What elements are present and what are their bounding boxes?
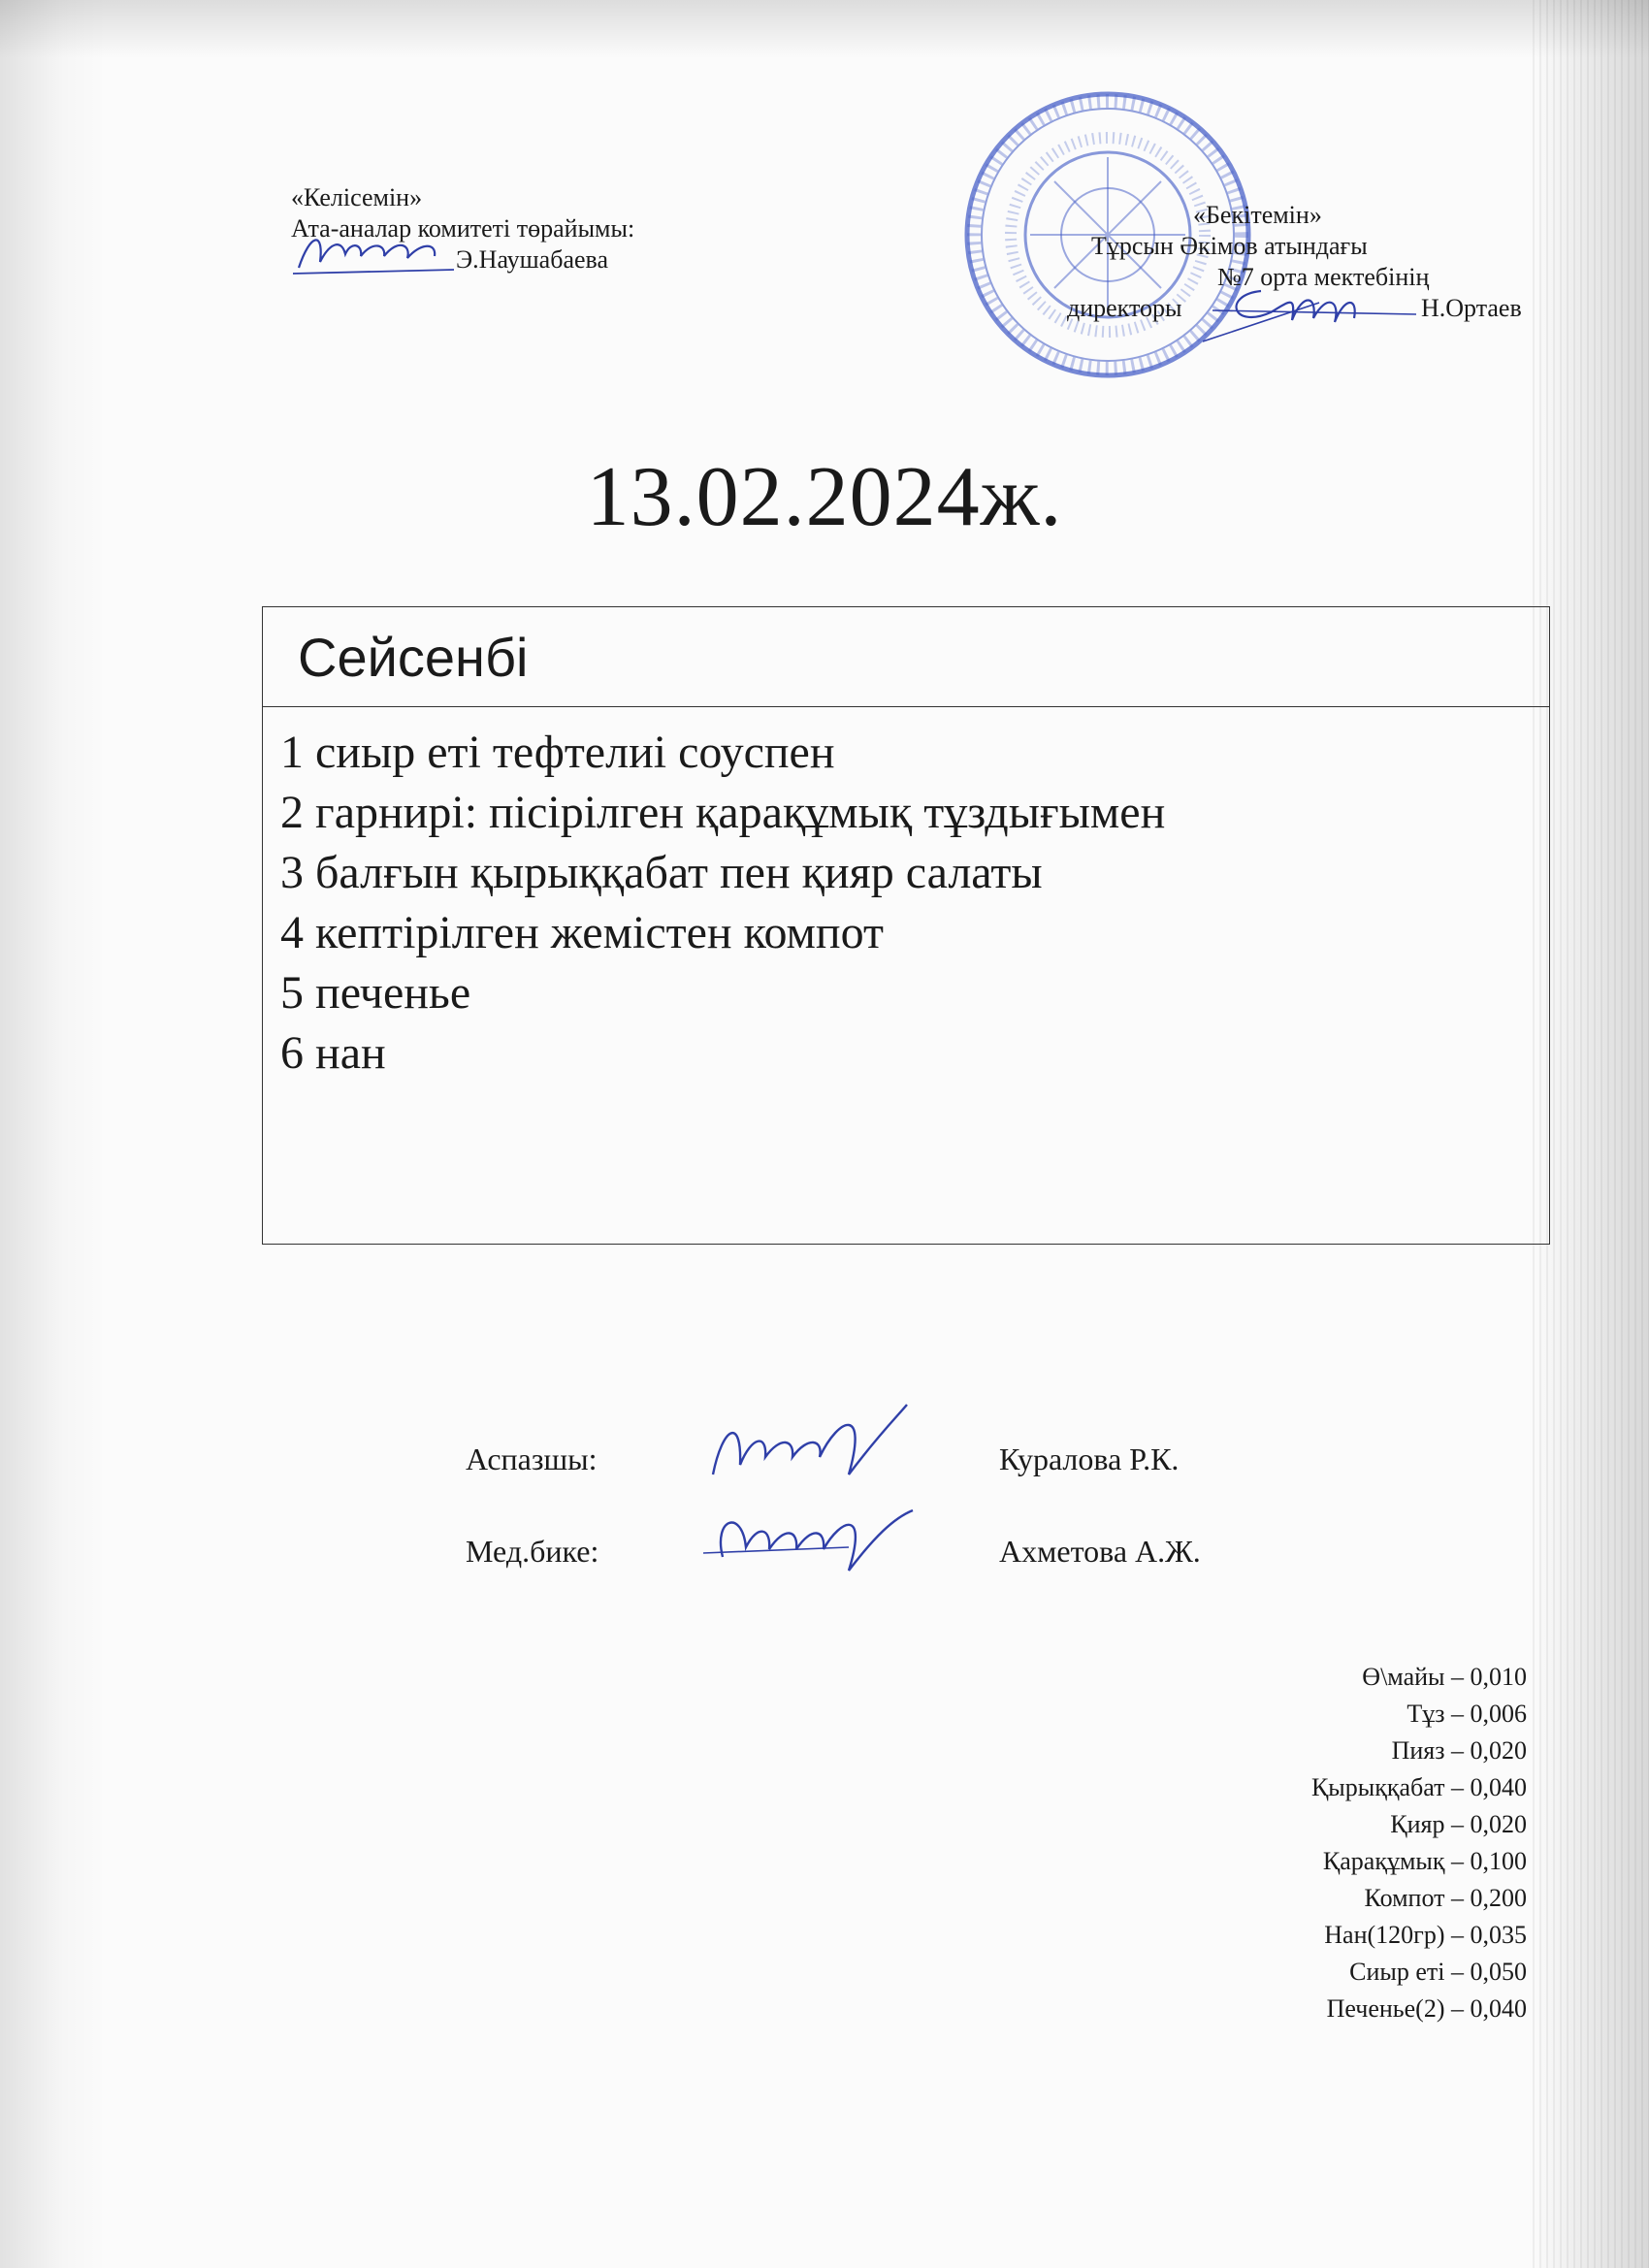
ingredient-item: Тұз – 0,006 bbox=[1406, 1700, 1527, 1728]
menu-item: 6 нан bbox=[280, 1027, 386, 1079]
scan-edge-left bbox=[0, 0, 107, 2268]
menu-item: 2 гарнирі: пісірілген қарақұмық тұздығымен bbox=[280, 787, 1166, 838]
menu-day: Сейсенбі bbox=[263, 607, 1549, 707]
staff-row-nurse bbox=[466, 1534, 1339, 1626]
approval-right bbox=[1067, 200, 1552, 328]
signature-left-icon bbox=[291, 223, 456, 281]
ingredient-item: Печенье(2) – 0,040 bbox=[1326, 1994, 1527, 2023]
menu-item: 1 сиыр еті тефтелиі соуспен bbox=[280, 727, 835, 778]
ingredient-item: Компот – 0,200 bbox=[1364, 1884, 1527, 1912]
staff-role: Мед.бике: bbox=[466, 1534, 599, 1569]
approval-right-role: директоры bbox=[1067, 294, 1182, 322]
menu-item: 4 кептірілген жемістен компот bbox=[280, 907, 884, 958]
ingredient-item: Нан(120гр) – 0,035 bbox=[1324, 1921, 1527, 1949]
ingredient-item: Сиыр еті – 0,050 bbox=[1349, 1958, 1527, 1986]
ingredient-item: Ө\майы – 0,010 bbox=[1362, 1663, 1527, 1691]
approval-right-name: Н.Ортаев bbox=[1421, 294, 1522, 322]
approval-left-position: Ата-аналар комитеті төрайымы: bbox=[291, 214, 635, 243]
signature-cook-icon bbox=[703, 1397, 936, 1494]
ingredient-item: Қияр – 0,020 bbox=[1390, 1810, 1527, 1838]
staff-role: Аспазшы: bbox=[466, 1442, 598, 1476]
menu-items-list bbox=[263, 707, 1549, 1084]
ingredient-item: Пияз – 0,020 bbox=[1391, 1736, 1527, 1765]
approval-right-line2: №7 орта мектебінің bbox=[1217, 263, 1430, 291]
menu-table bbox=[262, 606, 1550, 1245]
staff-name: Ахметова А.Ж. bbox=[999, 1534, 1201, 1569]
approval-right-heading: «Бекітемін» bbox=[1193, 201, 1322, 229]
approval-left bbox=[291, 182, 634, 283]
scan-edge-top bbox=[0, 0, 1649, 58]
menu-item: 3 балғын қырыққабат пен қияр салаты bbox=[280, 847, 1043, 898]
staff-name: Куралова Р.К. bbox=[999, 1442, 1180, 1476]
approval-right-director-row bbox=[1067, 293, 1552, 328]
ingredient-item: Қарақұмық – 0,100 bbox=[1322, 1847, 1527, 1875]
ingredient-item: Қырыққабат – 0,040 bbox=[1310, 1773, 1527, 1801]
approval-left-name: Э.Наушабаева bbox=[456, 245, 609, 274]
approval-left-sign-row bbox=[291, 244, 634, 283]
staff-signatures bbox=[466, 1442, 1339, 1626]
ingredients-list bbox=[1311, 1659, 1527, 2027]
signature-right-icon bbox=[1203, 272, 1416, 349]
approval-left-heading: «Келісемін» bbox=[291, 183, 423, 211]
menu-date: 13.02.2024ж. bbox=[586, 450, 1063, 544]
signature-nurse-icon bbox=[703, 1489, 936, 1586]
approval-right-line1: Тұрсын Әкімов атындағы bbox=[1091, 232, 1368, 260]
menu-item: 5 печенье bbox=[280, 967, 471, 1019]
scan-edge-right bbox=[1533, 0, 1649, 2268]
